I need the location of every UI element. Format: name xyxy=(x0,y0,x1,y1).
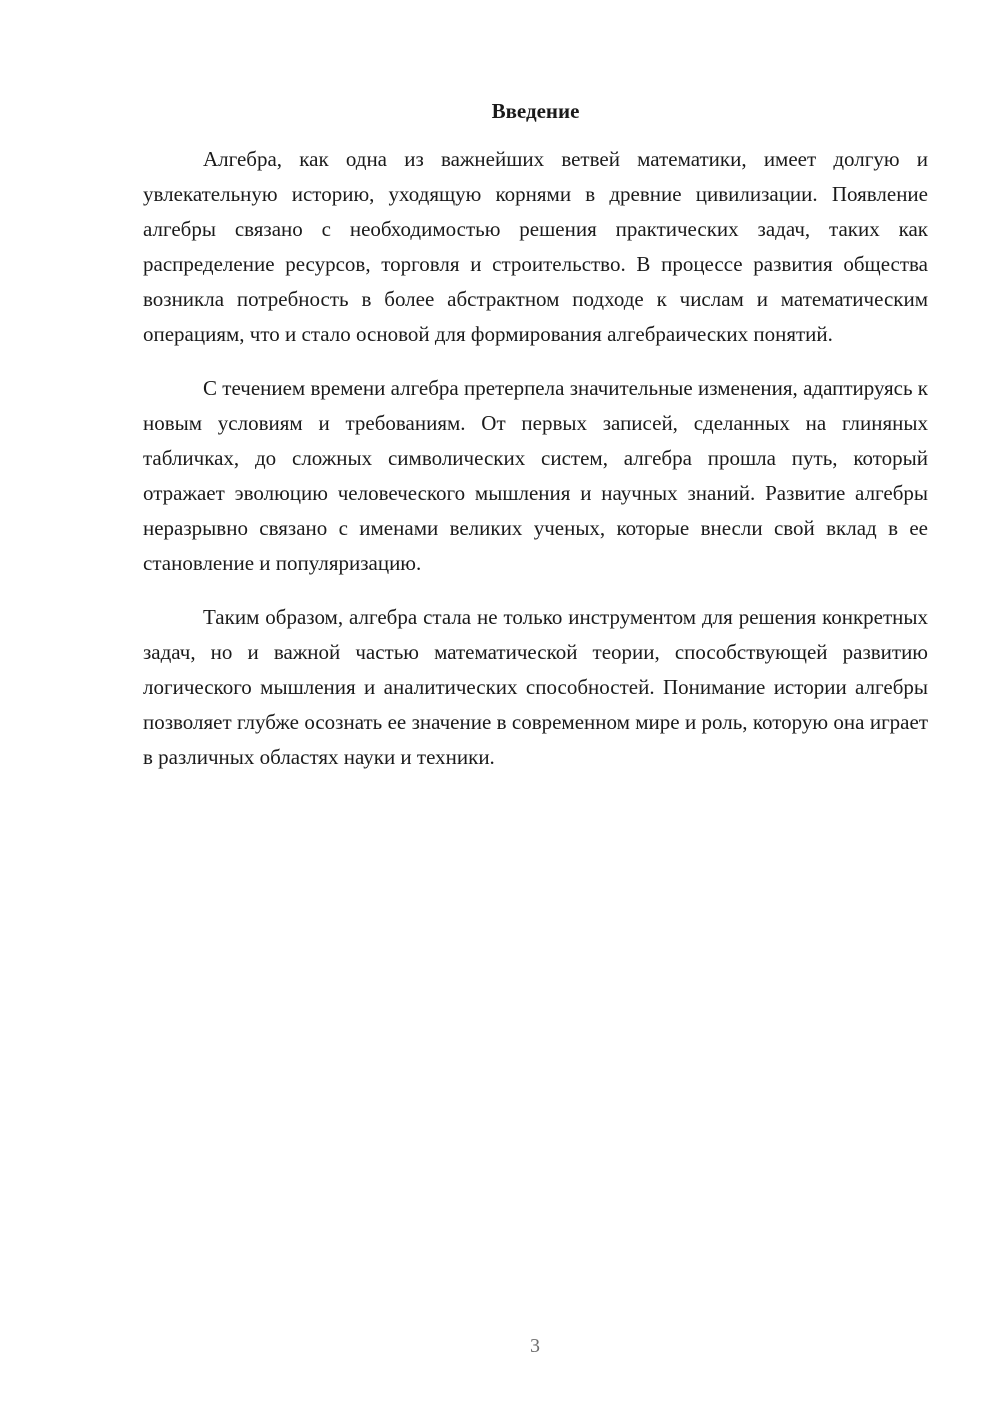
page-number: 3 xyxy=(530,1335,540,1357)
body-text xyxy=(143,142,928,794)
paragraph: Таким образом, алгебра стала не только инструментом для решения конкретных задач, но и важной частью математической теории, способствующей развитию логического мышления и аналитических способностей. Понимание истории алгебры позволяет глубже осознать ее значение в современном мире и роль, которую она играет в различных областях науки и техники. xyxy=(143,605,928,769)
section-heading: Введение xyxy=(491,99,580,123)
paragraph: Алгебра, как одна из важнейших ветвей математики, имеет долгую и увлекательную историю, уходящую корнями в древние цивилизации. Появление алгебры связано с необходимостью решения практических задач, таких как распределение ресурсов, торговля и строительство. В процессе развития общества возникла потребность в более абстрактном подходе к числам и математическим операциям, что и стало основой для формирования алгебраических понятий. xyxy=(143,147,928,346)
paragraph: С течением времени алгебра претерпела значительные изменения, адаптируясь к новым условиям и требованиям. От первых записей, сделанных на глиняных табличках, до сложных символических систем, алгебра прошла путь, который отражает эволюцию человеческого мышления и научных знаний. Развитие алгебры неразрывно связано с именами великих ученых, которые внесли свой вклад в ее становление и популяризацию. xyxy=(143,376,928,575)
